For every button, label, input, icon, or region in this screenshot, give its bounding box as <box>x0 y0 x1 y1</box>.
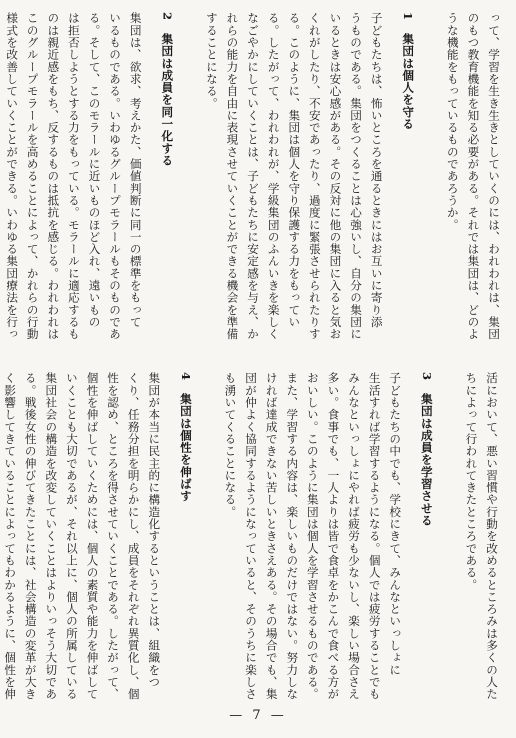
text-line: くり、任務分担を明らかにし、成員をそれぞれ異質化し、個 <box>126 372 141 701</box>
text-line: のは親近感をもち、反するものは抵抗を感じる。われわれは <box>46 12 61 341</box>
text-line: 多い。食事でも、一人よりは皆で食卓をかこんで食べる方が <box>326 372 341 701</box>
section-heading: 2 集団は成員を同一化する <box>160 12 175 167</box>
text-line: も湧いてくることになる。 <box>223 372 238 518</box>
text-line: る。そして、このモラールに近いものほど入れ、遠いもの <box>87 12 102 328</box>
text-line: いるものである。いわゆるグループモラールもそのものであ <box>108 12 123 341</box>
text-line: くれがしたり、不安であったり、過度に緊張させられたりす <box>307 12 322 341</box>
text-line: 団が仲よく協同するようになっていると、そのうちに楽しさ <box>244 372 259 701</box>
text-line: く影響してきていることによってもわかるように、個性を伸 <box>3 372 18 701</box>
text-line: る。戦後女性の伸びてきたことには、社会構造の変革が大き <box>23 372 38 701</box>
text-line: なごやかにしていくことは、子どもたちに安定感を与え、か <box>246 12 261 341</box>
text-line: また、学習する内容は、楽しいものだけではない。努力しな <box>285 372 300 701</box>
text-line: 集団が本当に民主的に構造化するということは、組織をつ <box>147 372 162 688</box>
text-line: 生活すれば学習するようになる。個人では疲労することでも <box>367 372 382 701</box>
text-line: 個性を伸ばしていくためには、個人の素質や能力を伸ばして <box>85 372 100 701</box>
text-line: 子どもたちは、怖いところを通るときにはお互いに寄り添 <box>369 12 384 328</box>
text-line: いくことも大切であるが、それ以上に、個人の所属している <box>64 372 79 701</box>
text-line: る。このように、集団は個人を守り保護する力をもってい <box>287 12 302 328</box>
section-heading: 3 集団は成員を学習させる <box>419 372 434 527</box>
lower-text-column <box>3 372 502 701</box>
text-line: このグループモラールを高めることによって、かれらの行動 <box>25 12 40 341</box>
text-line: おいしい。このように集団は個人を学習させるものである。 <box>305 372 320 701</box>
text-line: みんなといっしょにやれば疲労も少ないし、楽しい場合さえ <box>347 372 362 701</box>
text-line: 性を認め、ところを得させていくことである。したがって、 <box>106 372 121 701</box>
text-line: ければ達成できない苦しいときさえある。その場合でも、集 <box>264 372 279 701</box>
upper-text-column <box>5 12 504 341</box>
text-line: は拒否しようとする力をもっている。モラールに適応するも <box>66 12 81 341</box>
text-line: のもつ教育機能を知る必要がある。それでは集団は、どのよ <box>466 12 481 341</box>
section-heading: 4 集団は個性を伸ばす <box>178 372 193 503</box>
section-heading: 1 集団は個人を守る <box>401 12 416 130</box>
text-line: いるときは安心感がある。その反対に他の集団に入ると気お <box>328 12 343 341</box>
text-line: 集団は、欲求、考えかた、価値判断に同一の標準をもって <box>128 12 143 328</box>
text-line <box>0 12 2 334</box>
text-line: 子どもたちの中でも、学校にきて、みんなといっしょに <box>388 372 403 676</box>
text-line: 活において、悪い習慣や行動を改めるところみは多くの人た <box>485 372 499 701</box>
text-line: うな機能をもっているものであろうか。 <box>445 12 460 231</box>
text-line: って、学習を生き生きとしていくのには、われわれは、集団 <box>487 12 501 341</box>
text-line: することになる。 <box>204 12 219 110</box>
text-line: 様式を改善していくことができる。いわゆる集団療法を行っ <box>5 12 20 341</box>
page-number: — 7 — <box>229 708 287 723</box>
text-line: ちによって行われてきたところである。 <box>464 372 479 591</box>
text-line: る。したがって、われわれが、学級集団のふんいきを楽しく <box>266 12 281 341</box>
text-line: うものである。集団をつくることは心強いし、自分の集団に <box>349 12 364 341</box>
text-line: 集団社会の構造を改変していくことはよりいっそう大切であ <box>44 372 59 701</box>
text-line: れらの能力を自由に表現させていくことができる機会を準備 <box>225 12 240 341</box>
